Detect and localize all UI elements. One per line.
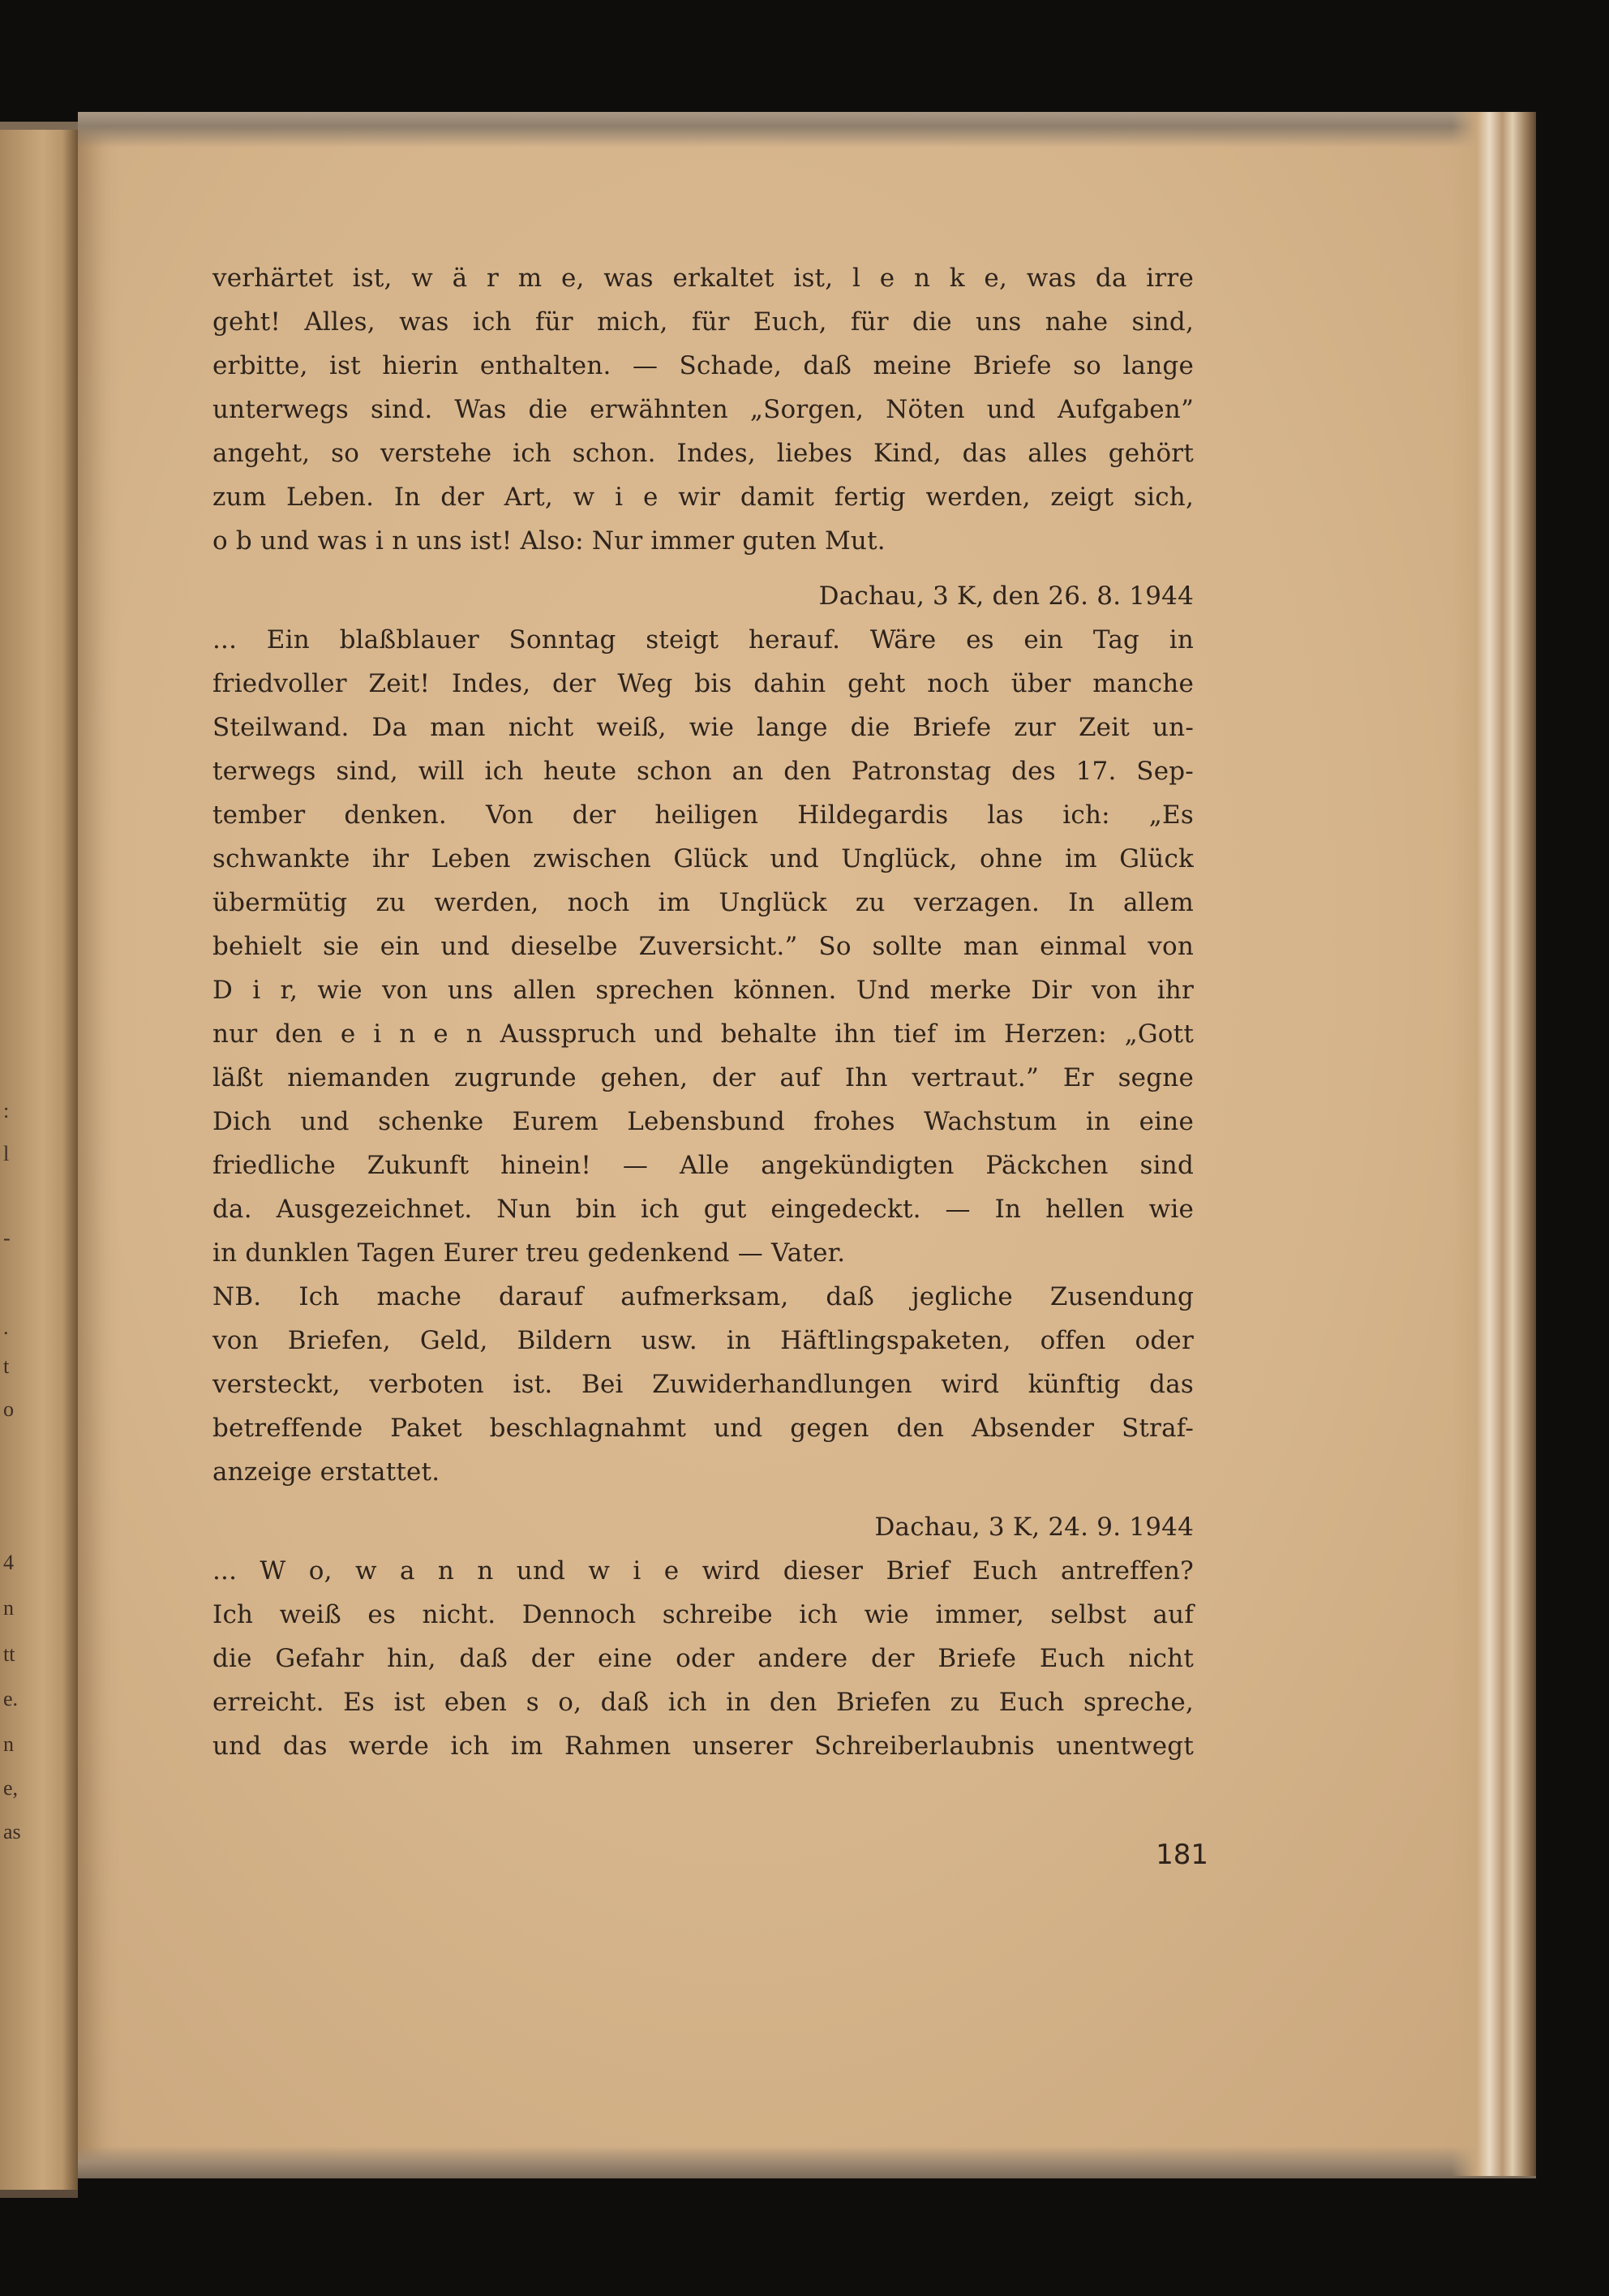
text-line: ... Ein blaßblauer Sonntag steigt herauf. Wäre es ein Tag in — [212, 625, 1194, 654]
text-line: die Gefahr hin, daß der eine oder andere der Briefe Euch nicht — [212, 1644, 1194, 1673]
fragment: 4 — [3, 1551, 14, 1574]
text-line: übermütig zu werden, noch im Unglück zu verzagen. In allem — [212, 888, 1194, 917]
text-line: unterwegs sind. Was die erwähnten „Sorgen, Nöten und Aufgaben” — [212, 395, 1194, 424]
fragment: - — [3, 1226, 11, 1250]
text-line: da. Ausgezeichnet. Nun bin ich gut eingedeckt. — In hellen wie — [212, 1195, 1194, 1224]
text-line: ... W o, w a n n und w i e wird dieser Brief Euch antreffen? — [212, 1556, 1194, 1586]
fragment: as — [3, 1820, 21, 1843]
page-number: 181 — [1156, 1839, 1208, 1871]
text-line: tember denken. Von der heiligen Hildegardis las ich: „Es — [212, 800, 1194, 830]
fragment: e, — [3, 1776, 19, 1800]
text-line: erreicht. Es ist eben s o, daß ich in den Briefen zu Euch spreche, — [212, 1688, 1194, 1717]
text-line: erbitte, ist hierin enthalten. — Schade, daß meine Briefe so lange — [212, 351, 1194, 380]
text-line: nur den e i n e n Ausspruch und behalte ihn tief im Herzen: „Gott — [212, 1019, 1194, 1049]
text-line: von Briefen, Geld, Bildern usw. in Häftlingspaketen, offen oder — [212, 1326, 1194, 1355]
text-line: NB. Ich mache darauf aufmerksam, daß jegliche Zusendung — [212, 1282, 1194, 1311]
letter-dateline: Dachau, 3 K, 24. 9. 1944 — [874, 1513, 1194, 1542]
text-line: Dich und schenke Eurem Lebensbund frohes Wachstum in eine — [212, 1107, 1194, 1136]
text-line: o b und was i n uns ist! Also: Nur immer guten Mut. — [212, 526, 886, 556]
text-line: in dunklen Tagen Eurer treu gedenkend — Vater. — [212, 1238, 846, 1268]
text-line: friedvoller Zeit! Indes, der Weg bis dahin geht noch über manche — [212, 669, 1194, 698]
fragment: t — [3, 1354, 10, 1378]
fragment: : — [3, 1099, 10, 1122]
text-line: Steilwand. Da man nicht weiß, wie lange die Briefe zur Zeit un- — [212, 713, 1194, 742]
fragment: l — [3, 1142, 10, 1165]
text-line: anzeige erstattet. — [212, 1457, 440, 1487]
fragment: e. — [3, 1687, 19, 1710]
text-line: läßt niemanden zugrunde gehen, der auf Ihn vertraut.” Er segne — [212, 1063, 1194, 1092]
fragment: n — [3, 1732, 14, 1756]
fragment: tt — [3, 1642, 15, 1666]
text-line: verhärtet ist, w ä r m e, was erkaltet ist, l e n k e, was da irre — [212, 264, 1194, 293]
text-line: zum Leben. In der Art, w i e wir damit fertig werden, zeigt sich, — [212, 483, 1194, 512]
letter-dateline: Dachau, 3 K, den 26. 8. 1944 — [818, 582, 1194, 611]
text-line: friedliche Zukunft hinein! — Alle angekündigten Päckchen sind — [212, 1151, 1194, 1180]
text-line: betreffende Paket beschlagnahmt und gegen den Absender Straf- — [212, 1414, 1194, 1443]
text-line: terwegs sind, will ich heute schon an den Patronstag des 17. Sep- — [212, 757, 1194, 786]
text-line: D i r, wie von uns allen sprechen können. Und merke Dir von ihr — [212, 976, 1194, 1005]
page-top-edge — [78, 112, 1536, 148]
page-bottom-edge — [78, 2146, 1536, 2178]
text-line: behielt sie ein und dieselbe Zuversicht.” So sollte man einmal von — [212, 932, 1194, 961]
text-line: und das werde ich im Rahmen unserer Schreiberlaubnis unentwegt — [212, 1732, 1194, 1761]
left-page-text-fragments — [0, 130, 49, 2190]
text-line: angeht, so verstehe ich schon. Indes, liebes Kind, das alles gehört — [212, 439, 1194, 468]
text-line: Ich weiß es nicht. Dennoch schreibe ich wie immer, selbst auf — [212, 1600, 1194, 1629]
page-stack-right-edge — [1452, 112, 1536, 2176]
fragment: n — [3, 1596, 14, 1620]
text-line: schwankte ihr Leben zwischen Glück und Unglück, ohne im Glück — [212, 844, 1194, 873]
left-page-edge — [0, 122, 78, 2198]
text-line: versteckt, verboten ist. Bei Zuwiderhandlungen wird künftig das — [212, 1370, 1194, 1399]
fragment: o — [3, 1397, 14, 1421]
fragment: . — [3, 1315, 9, 1339]
text-line: geht! Alles, was ich für mich, für Euch, für die uns nahe sind, — [212, 307, 1194, 337]
